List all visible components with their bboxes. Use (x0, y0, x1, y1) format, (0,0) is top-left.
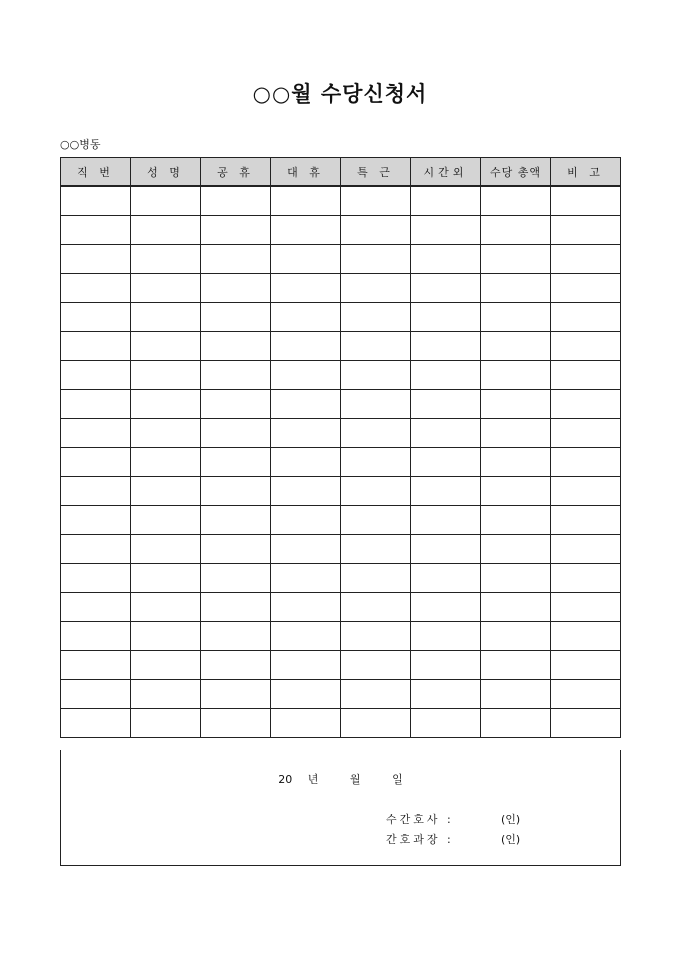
header-special-duty: 특 근 (341, 158, 411, 187)
table-cell[interactable] (551, 506, 621, 535)
table-cell[interactable] (271, 390, 341, 419)
table-cell[interactable] (551, 564, 621, 593)
table-cell[interactable] (411, 390, 481, 419)
table-cell[interactable] (271, 303, 341, 332)
table-cell[interactable] (411, 593, 481, 622)
table-cell[interactable] (271, 186, 341, 216)
table-cell[interactable] (411, 477, 481, 506)
table-cell[interactable] (341, 506, 411, 535)
table-cell[interactable] (481, 535, 551, 564)
table-cell[interactable] (271, 274, 341, 303)
table-cell[interactable] (481, 390, 551, 419)
signer-head-nurse-seal: (인) (501, 813, 521, 826)
table-cell[interactable] (481, 303, 551, 332)
table-cell[interactable] (61, 477, 131, 506)
table-cell[interactable] (201, 506, 271, 535)
table-cell[interactable] (341, 448, 411, 477)
table-cell[interactable] (411, 419, 481, 448)
header-row (61, 158, 621, 187)
header-allowance-total: 수당 총액 (481, 158, 551, 187)
table-cell[interactable] (271, 216, 341, 245)
table-row (61, 535, 621, 564)
table-cell[interactable] (61, 216, 131, 245)
header-overtime: 시간외 (411, 158, 481, 187)
table-cell[interactable] (481, 448, 551, 477)
table-cell[interactable] (551, 448, 621, 477)
signer-nursing-director-label: 간호과장 : (386, 833, 454, 846)
table-cell[interactable] (341, 332, 411, 361)
table-cell[interactable] (481, 477, 551, 506)
table-cell[interactable] (341, 186, 411, 216)
table-row (61, 680, 621, 709)
table-cell[interactable] (131, 419, 201, 448)
table-cell[interactable] (341, 593, 411, 622)
header-substitute-holiday: 대 휴 (271, 158, 341, 187)
table-cell[interactable] (411, 448, 481, 477)
table-cell[interactable] (61, 448, 131, 477)
header-name: 성 명 (131, 158, 201, 187)
table-cell[interactable] (341, 216, 411, 245)
table-cell[interactable] (551, 680, 621, 709)
table-cell[interactable] (131, 332, 201, 361)
table-cell[interactable] (551, 186, 621, 216)
table-cell[interactable] (131, 186, 201, 216)
table-cell[interactable] (411, 680, 481, 709)
table-cell[interactable] (551, 245, 621, 274)
table-cell[interactable] (61, 651, 131, 680)
table-cell[interactable] (201, 564, 271, 593)
header-employee-no: 직 번 (61, 158, 131, 187)
table-cell[interactable] (341, 419, 411, 448)
signer-head-nurse (386, 811, 520, 827)
table-cell[interactable] (131, 448, 201, 477)
table-cell[interactable] (61, 709, 131, 738)
table-row (61, 361, 621, 390)
table-row (61, 419, 621, 448)
table-cell[interactable] (271, 622, 341, 651)
table-cell[interactable] (551, 651, 621, 680)
table-cell[interactable] (481, 332, 551, 361)
table-cell[interactable] (131, 535, 201, 564)
table-cell[interactable] (201, 361, 271, 390)
table-cell[interactable] (551, 361, 621, 390)
table-cell[interactable] (411, 506, 481, 535)
table-cell[interactable] (271, 506, 341, 535)
table-cell[interactable] (341, 535, 411, 564)
table-cell[interactable] (481, 216, 551, 245)
table-cell[interactable] (271, 477, 341, 506)
table-cell[interactable] (131, 274, 201, 303)
header-public-holiday: 공 휴 (201, 158, 271, 187)
table-cell[interactable] (271, 361, 341, 390)
table-cell[interactable] (201, 303, 271, 332)
table-cell[interactable] (481, 622, 551, 651)
table-cell[interactable] (61, 593, 131, 622)
table-cell[interactable] (201, 651, 271, 680)
table-row (61, 709, 621, 738)
ward-label: ○○병동 (60, 138, 101, 151)
table-cell[interactable] (271, 448, 341, 477)
table-cell[interactable] (411, 564, 481, 593)
table-cell[interactable] (201, 419, 271, 448)
table-row (61, 564, 621, 593)
table-cell[interactable] (411, 274, 481, 303)
table-cell[interactable] (201, 535, 271, 564)
table-row (61, 622, 621, 651)
table-cell[interactable] (481, 506, 551, 535)
table-cell[interactable] (61, 419, 131, 448)
table-cell[interactable] (61, 506, 131, 535)
signer-head-nurse-label: 수간호사 : (386, 813, 454, 826)
table-cell[interactable] (61, 361, 131, 390)
table-cell[interactable] (61, 622, 131, 651)
table-cell[interactable] (481, 651, 551, 680)
table-cell[interactable] (201, 477, 271, 506)
table-cell[interactable] (481, 564, 551, 593)
table-cell[interactable] (341, 274, 411, 303)
table-cell[interactable] (481, 274, 551, 303)
table-cell[interactable] (341, 390, 411, 419)
table-cell[interactable] (411, 535, 481, 564)
table-cell[interactable] (201, 274, 271, 303)
table-cell[interactable] (131, 622, 201, 651)
date-day-unit: 일 (392, 773, 403, 786)
table-cell[interactable] (411, 651, 481, 680)
table-cell[interactable] (201, 709, 271, 738)
table-cell[interactable] (481, 361, 551, 390)
table-cell[interactable] (411, 216, 481, 245)
signature-box (60, 750, 621, 866)
table-row (61, 448, 621, 477)
table-cell[interactable] (61, 390, 131, 419)
table-cell[interactable] (411, 361, 481, 390)
table-cell[interactable] (271, 419, 341, 448)
table-cell[interactable] (131, 245, 201, 274)
table-cell[interactable] (131, 477, 201, 506)
table-cell[interactable] (341, 361, 411, 390)
table-cell[interactable] (481, 709, 551, 738)
table-row (61, 332, 621, 361)
table-cell[interactable] (271, 651, 341, 680)
table-cell[interactable] (61, 186, 131, 216)
table-cell[interactable] (201, 186, 271, 216)
table-cell[interactable] (61, 303, 131, 332)
table-cell[interactable] (131, 506, 201, 535)
table-cell[interactable] (341, 651, 411, 680)
date-line (61, 771, 620, 787)
table-cell[interactable] (411, 709, 481, 738)
table-cell[interactable] (481, 186, 551, 216)
table-cell[interactable] (201, 245, 271, 274)
table-cell[interactable] (131, 709, 201, 738)
table-cell[interactable] (551, 709, 621, 738)
table-cell[interactable] (551, 390, 621, 419)
table-cell[interactable] (341, 303, 411, 332)
table-cell[interactable] (481, 593, 551, 622)
table-cell[interactable] (411, 303, 481, 332)
table-row (61, 593, 621, 622)
table-cell[interactable] (271, 245, 341, 274)
allowance-table (60, 157, 621, 738)
table-cell[interactable] (201, 448, 271, 477)
table-cell[interactable] (551, 593, 621, 622)
table-cell[interactable] (61, 332, 131, 361)
table-cell[interactable] (341, 680, 411, 709)
signer-nursing-director (386, 831, 520, 847)
table-cell[interactable] (201, 680, 271, 709)
table-row (61, 186, 621, 216)
table-cell[interactable] (131, 303, 201, 332)
table-cell[interactable] (411, 622, 481, 651)
table-cell[interactable] (551, 274, 621, 303)
table-row (61, 216, 621, 245)
table-cell[interactable] (201, 390, 271, 419)
date-month-unit: 월 (349, 773, 361, 786)
table-row (61, 245, 621, 274)
table-cell[interactable] (271, 564, 341, 593)
table-cell[interactable] (551, 622, 621, 651)
table-cell[interactable] (551, 535, 621, 564)
table-cell[interactable] (271, 709, 341, 738)
document-title: ○○월 수당신청서 (252, 81, 428, 106)
table-cell[interactable] (341, 245, 411, 274)
table-row (61, 274, 621, 303)
table-cell[interactable] (131, 361, 201, 390)
table-cell[interactable] (201, 216, 271, 245)
date-year: 20 (278, 773, 293, 786)
table-cell[interactable] (481, 245, 551, 274)
table-cell[interactable] (411, 332, 481, 361)
table-cell[interactable] (551, 216, 621, 245)
table-cell[interactable] (201, 332, 271, 361)
table-cell[interactable] (551, 419, 621, 448)
table-cell[interactable] (131, 216, 201, 245)
table-cell[interactable] (341, 709, 411, 738)
table-cell[interactable] (201, 622, 271, 651)
table-cell[interactable] (61, 535, 131, 564)
table-cell[interactable] (341, 622, 411, 651)
table-row (61, 390, 621, 419)
table-cell[interactable] (61, 245, 131, 274)
table-cell[interactable] (551, 332, 621, 361)
table-cell[interactable] (411, 186, 481, 216)
table-cell[interactable] (341, 564, 411, 593)
table-row (61, 477, 621, 506)
table-cell[interactable] (61, 680, 131, 709)
table-cell[interactable] (481, 680, 551, 709)
signer-nursing-director-seal: (인) (501, 833, 521, 846)
table-cell[interactable] (481, 419, 551, 448)
table-row (61, 651, 621, 680)
table-body (61, 186, 621, 738)
table-cell[interactable] (271, 535, 341, 564)
table-cell[interactable] (551, 303, 621, 332)
table-row (61, 506, 621, 535)
table-cell[interactable] (61, 274, 131, 303)
table-cell[interactable] (341, 477, 411, 506)
table-cell[interactable] (131, 651, 201, 680)
table-cell[interactable] (271, 593, 341, 622)
table-cell[interactable] (131, 593, 201, 622)
table-cell[interactable] (131, 680, 201, 709)
table-row (61, 303, 621, 332)
date-year-unit: 년 (307, 773, 319, 786)
table-cell[interactable] (131, 564, 201, 593)
table-cell[interactable] (271, 332, 341, 361)
table-cell[interactable] (271, 680, 341, 709)
table-cell[interactable] (61, 564, 131, 593)
table-cell[interactable] (551, 477, 621, 506)
table-cell[interactable] (201, 593, 271, 622)
header-remarks: 비 고 (551, 158, 621, 187)
table-cell[interactable] (411, 245, 481, 274)
table-cell[interactable] (131, 390, 201, 419)
